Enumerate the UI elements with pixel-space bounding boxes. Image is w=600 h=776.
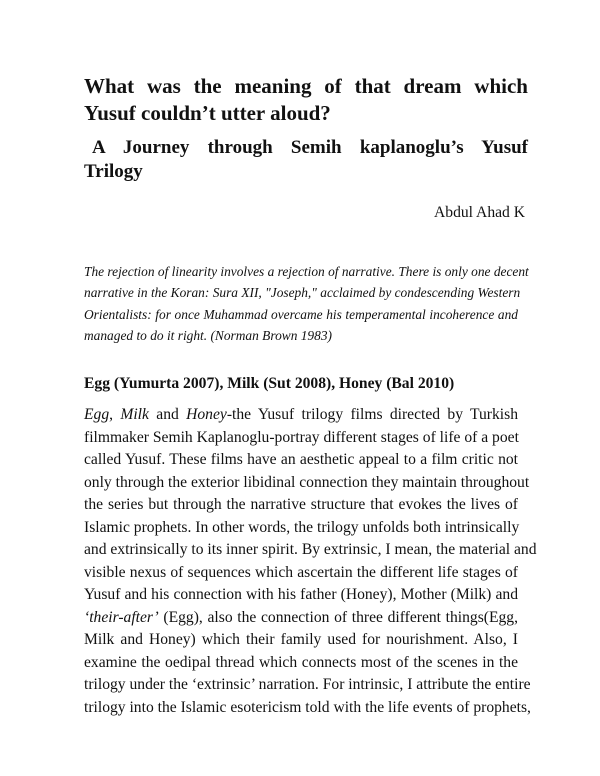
body-line xyxy=(84,406,518,424)
text: , xyxy=(109,406,121,423)
body-line: and extrinsically to its inner spirit. By extrinsic, I mean, the material and xyxy=(84,541,537,558)
epigraph-line: The rejection of linearity involves a rejection of narrative. There is only one decent xyxy=(84,264,529,279)
text: -the Yusuf trilogy films directed by Turkish xyxy=(226,406,518,423)
title-line-2: Yusuf couldn’t utter aloud? xyxy=(84,101,331,125)
body-line: Yusuf and his connection with his father (Honey), Mother (Milk) and xyxy=(84,586,518,603)
author: Abdul Ahad K xyxy=(434,204,525,221)
film-title: Honey xyxy=(186,406,227,423)
body-line: Milk and Honey) which their family used for nourishment. Also, I xyxy=(84,631,518,648)
text: and xyxy=(148,406,187,423)
body-line: visible nexus of sequences which ascertain the different life stages of xyxy=(84,564,518,581)
section-heading: Egg (Yumurta 2007), Milk (Sut 2008), Honey (Bal 2010) xyxy=(84,375,455,392)
body-line: examine the oedipal thread which connects most of the scenes in the xyxy=(84,654,518,671)
epigraph-line: managed to do it right. (Norman Brown 1983) xyxy=(84,328,332,343)
body-line xyxy=(84,609,518,627)
body-line: trilogy under the ‘extrinsic’ narration. For intrinsic, I attribute the entire xyxy=(84,676,531,693)
text: (Egg), also the connection of three different things(Egg, xyxy=(158,609,518,626)
epigraph-line: narrative in the Koran: Sura XII, "Joseph," acclaimed by condescending Western xyxy=(84,285,521,300)
body-line: only through the exterior libidinal connection they maintain throughout xyxy=(84,474,530,491)
title-line-1: What was the meaning of that dream which xyxy=(84,74,528,98)
italic-term: ‘their-after’ xyxy=(84,609,159,626)
epigraph-line: Orientalists: for once Muhammad overcame his temperamental incoherence and xyxy=(84,307,518,322)
subtitle-line-2: Trilogy xyxy=(84,161,143,182)
film-title: Egg xyxy=(84,406,110,423)
body-line: Islamic prophets. In other words, the trilogy unfolds both intrinsically xyxy=(84,519,520,536)
body-line: called Yusuf. These films have an aesthetic appeal to a film critic not xyxy=(84,451,518,468)
film-title: Milk xyxy=(120,406,149,423)
subtitle-line-1: A Journey through Semih kaplanoglu’s Yusuf xyxy=(92,137,528,158)
body-line: the series but through the narrative structure that evokes the lives of xyxy=(84,496,518,513)
body-line: filmmaker Semih Kaplanoglu-portray different stages of life of a poet xyxy=(84,429,519,446)
body-line: trilogy into the Islamic esotericism told with the life events of prophets, xyxy=(84,699,531,716)
